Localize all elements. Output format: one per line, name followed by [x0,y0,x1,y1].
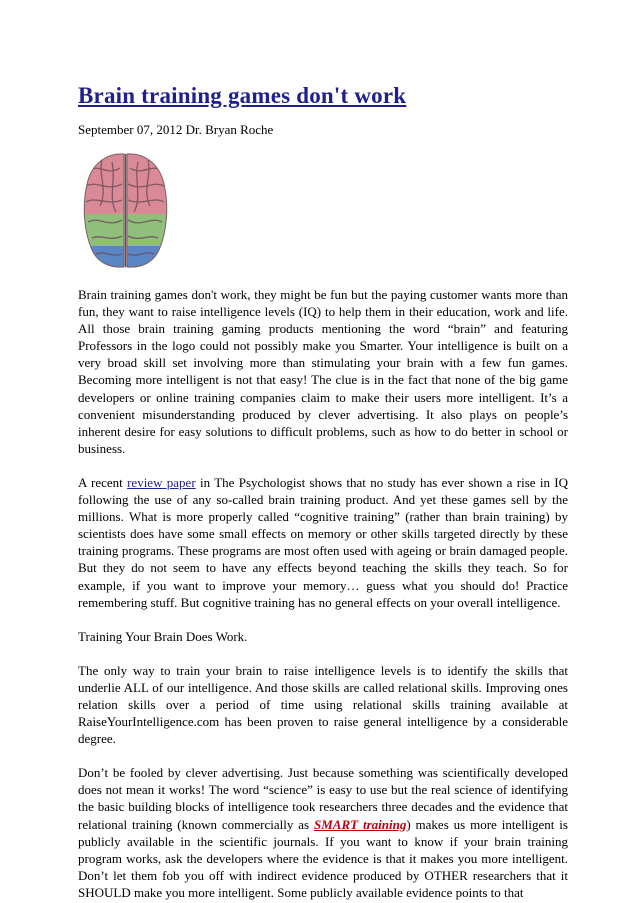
brain-icon [78,150,172,272]
review-paper-link[interactable]: review paper [127,474,196,490]
paragraph-2-start: A recent [78,474,128,490]
article [78,82,568,901]
smart-training-link[interactable]: SMART training [314,816,407,832]
paragraph-4 [78,764,568,901]
paragraph-1: Brain training games don't work, they might be fun but the paying customer wants more than fun, they want to raise intelligence levels (IQ) to help them in their education, work and life. All those brain training gaming products mentioning the word “brain” and featuring Professors in the logo could not possibly make you Smarter. Your intelligence is built on a very broad skill set involving more than stimulating your brain with a few fun games. Becoming more intelligent is not that easy! The clue is in the fact that none of the big game developers or online training companies claim to make their users more intelligent. It’s a convenient misunderstanding produced by clever advertising. It also plays on people’s inherent desire for easy solutions to difficult problems, such as how to do better in school or business. [78,287,568,456]
brain-illustration [78,150,172,272]
paragraph-4-end: ) makes us more intelligent is publicly available in the scientific journals. If you want to know if your brain training program works, ask the developers where the evidence is that it makes you more intelligent. Don’t let them fob you off with indirect evidence produced by OTHER researchers that it SHOULD make you more intelligent. Some publicly available evidence points to that [78,816,568,900]
paragraph-2 [78,474,568,611]
subheading: Training Your Brain Does Work. [78,628,248,644]
article-byline: September 07, 2012 Dr. Bryan Roche [78,122,274,137]
article-title-link[interactable]: Brain training games don't work [78,83,407,108]
paragraph-2-end: in The Psychologist shows that no study has ever shown a rise in IQ following the use of any so-called brain training product. And yet these games sell by the millions. What is more properly called “cognitive training” (rather than brain training) by scientists does have some small effects on memory or other skills targeted directly by these training programs. These programs are most often used with ageing or brain damaged people. But they do not seem to have any effects beyond teaching the skills they teach. So for example, if you want to improve your memory… guess what you should do! Practice remembering stuff. But cognitive training has no general effects on your overall intelligence. [78,474,569,610]
paragraph-4-start: Don’t be fooled by clever advertising. Just because something was scientifically developed does not mean it works! The word “science” is easy to use but the real science of identifying the basic building blocks of intelligence took researchers three decades and the evidence that relational training (known commercially as [78,765,568,832]
paragraph-3: The only way to train your brain to raise intelligence levels is to identify the skills that underlie ALL of our intelligence. And those skills are called relational skills. Improving ones relation skills over a period of time using relational skills training available at RaiseYourIntelligence.com has been proven to raise general intelligence by a considerable degree. [78,662,568,747]
article-body [78,286,568,901]
article-title[interactable] [78,82,568,110]
